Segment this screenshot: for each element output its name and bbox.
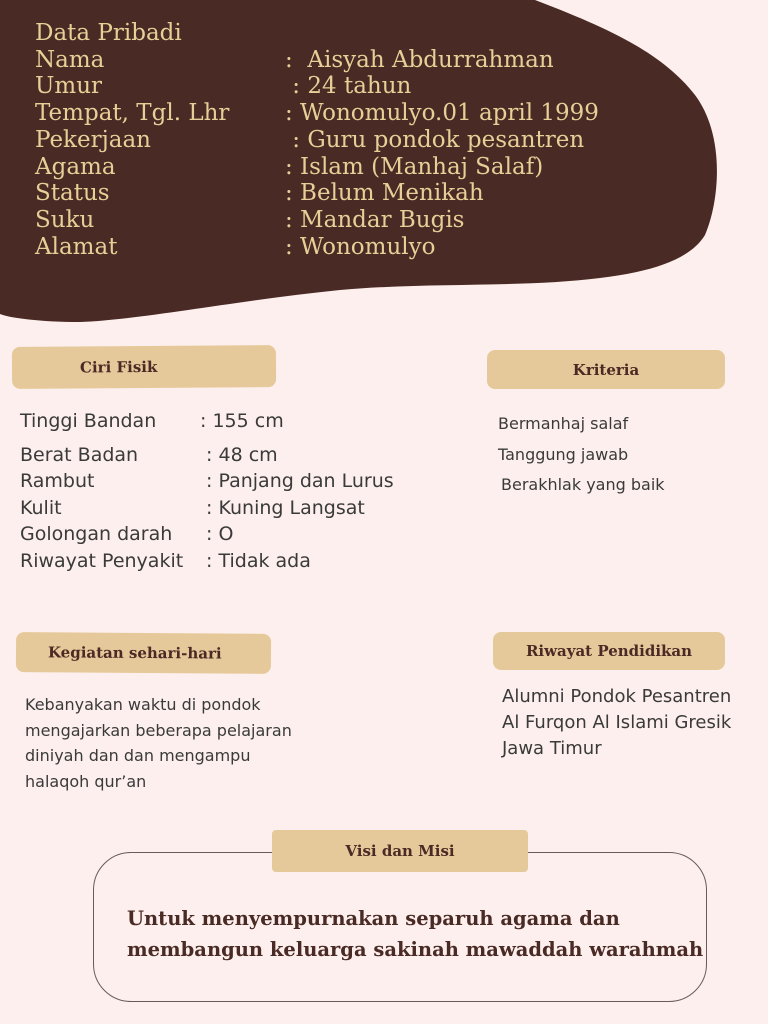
pendidikan-text	[502, 684, 731, 762]
visi-line: Untuk menyempurnakan separuh agama dan	[127, 907, 620, 930]
kriteria-list	[498, 409, 665, 501]
fisik-row	[20, 408, 394, 435]
ciri-fisik-label: Ciri Fisik	[12, 345, 276, 389]
pendidikan-label: Riwayat Pendidikan	[493, 632, 725, 670]
personal-row-agama	[35, 154, 599, 181]
fisik-row	[20, 521, 394, 548]
personal-row-alamat	[35, 234, 599, 261]
fisik-row	[20, 495, 394, 522]
personal-row-ttl	[35, 100, 599, 127]
personal-row-suku	[35, 207, 599, 234]
personal-data-section	[35, 20, 599, 260]
row-value: : Wonomulyo.01 april 1999	[285, 100, 599, 127]
row-label: Umur	[35, 73, 103, 100]
kriteria-item: Tanggung jawab	[498, 444, 629, 464]
personal-data-heading: Data Pribadi	[35, 20, 182, 46]
row-label: Alamat	[35, 233, 118, 260]
kriteria-label: Kriteria	[487, 350, 725, 389]
row-value: : Panjang dan Lurus	[200, 470, 394, 492]
row-value: : O	[200, 523, 234, 545]
row-label: Pekerjaan	[35, 126, 151, 153]
row-value: : 24 tahun	[285, 73, 412, 100]
pendidikan-line: Al Furqon Al Islami Gresik	[502, 712, 732, 733]
row-label: Berat Badan	[20, 443, 139, 466]
personal-row-umur	[35, 73, 599, 100]
pendidikan-line: Alumni Pondok Pesantren	[502, 686, 732, 707]
kegiatan-line: Kebanyakan waktu di pondok	[25, 695, 261, 714]
personal-row-nama	[35, 47, 599, 74]
row-value: : Islam (Manhaj Salaf)	[285, 153, 544, 180]
row-label: Rambut	[20, 470, 95, 492]
kegiatan-text	[25, 692, 292, 794]
kriteria-item: Berakhlak yang baik	[501, 475, 665, 494]
fisik-row	[20, 468, 394, 495]
row-value: : Wonomulyo	[285, 233, 436, 260]
row-value: : Belum Menikah	[285, 180, 484, 207]
personal-row-status	[35, 180, 599, 207]
kriteria-item: Bermanhaj salaf	[498, 414, 629, 433]
visi-misi-text	[127, 903, 703, 965]
row-value: : 48 cm	[200, 443, 278, 466]
row-value: : Tidak ada	[200, 549, 311, 572]
row-label: Riwayat Penyakit	[20, 549, 184, 572]
row-label: Golongan darah	[20, 523, 173, 545]
row-value: : Aisyah Abdurrahman	[285, 46, 554, 73]
ciri-fisik-list	[20, 408, 394, 574]
pendidikan-line: Jawa Timur	[502, 738, 602, 759]
kegiatan-line: diniyah dan dan mengampu	[25, 746, 251, 765]
personal-row-pekerjaan	[35, 127, 599, 154]
kegiatan-label: Kegiatan sehari-hari	[16, 632, 271, 674]
row-value: : Mandar Bugis	[285, 206, 465, 233]
row-value: : 155 cm	[200, 410, 284, 432]
row-label: Kulit	[20, 496, 62, 519]
row-label: Tinggi Bandan	[20, 410, 157, 432]
row-label: Agama	[35, 153, 116, 180]
fisik-row	[20, 442, 394, 469]
visi-line: membangun keluarga sakinah mawaddah warahmah	[127, 938, 704, 961]
row-label: Tempat, Tgl. Lhr	[35, 100, 230, 127]
row-label: Nama	[35, 46, 105, 73]
fisik-row	[20, 548, 394, 575]
row-label: Status	[35, 180, 110, 207]
visi-misi-label: Visi dan Misi	[272, 830, 528, 872]
row-label: Suku	[35, 206, 95, 233]
row-value: : Guru pondok pesantren	[285, 126, 585, 153]
kegiatan-line: mengajarkan beberapa pelajaran	[25, 720, 292, 740]
row-value: : Kuning Langsat	[200, 496, 365, 519]
kegiatan-line: halaqoh qur’an	[25, 771, 147, 791]
